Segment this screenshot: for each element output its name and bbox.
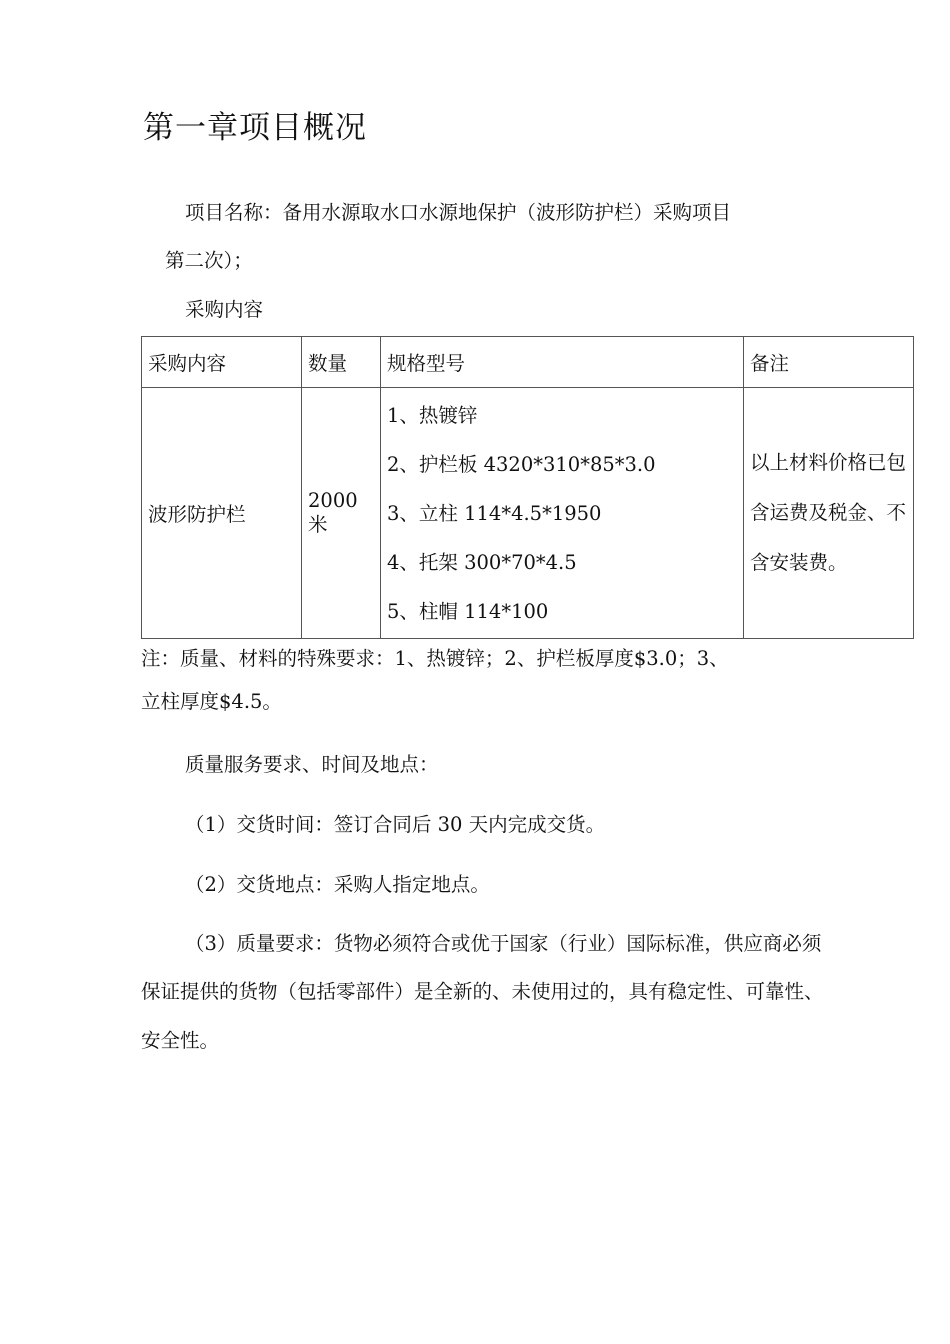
qty-value: 2000 <box>308 489 358 512</box>
note-line1: 注：质量、材料的特殊要求：1、热镀锌；2、护栏板厚度$3.0；3、 <box>141 647 729 670</box>
service-heading: 质量服务要求、时间及地点： <box>185 753 439 776</box>
requirement-quality-line3: 安全性。 <box>141 1029 220 1052</box>
spec-line: 2、护栏板 4320*310*85*3.0 <box>387 452 656 476</box>
requirement-quality-line2: 保证提供的货物（包括零部件）是全新的、未使用过的，具有稳定性、可靠性、 <box>141 980 824 1003</box>
header-spec: 规格型号 <box>381 337 744 388</box>
note-line2: 立柱厚度$4.5。 <box>141 690 282 713</box>
spec-line: 3、立柱 114*4.5*1950 <box>387 501 602 525</box>
table-header-row <box>142 337 914 388</box>
project-name-line1: 项目名称：备用水源取水口水源地保护（波形防护栏）采购项目 <box>185 201 732 224</box>
chapter-title: 第一章项目概况 <box>143 110 367 146</box>
qty-unit: 米 <box>308 513 328 536</box>
requirement-quality-line1: （3）质量要求：货物必须符合或优于国家（行业）国际标准，供应商必须 <box>185 932 822 955</box>
header-qty: 数量 <box>302 337 381 388</box>
table-row <box>142 388 914 639</box>
procurement-table <box>141 336 914 639</box>
cell-spec <box>381 388 744 639</box>
cell-item: 波形防护栏 <box>142 388 302 639</box>
requirement-delivery-time: （1）交货时间：签订合同后 30 天内完成交货。 <box>185 813 606 836</box>
section-label-procurement: 采购内容 <box>185 298 264 321</box>
cell-remark <box>744 388 914 639</box>
spec-line: 4、托架 300*70*4.5 <box>387 550 577 574</box>
project-name-line2: 第二次）； <box>165 249 253 272</box>
cell-qty <box>302 388 381 639</box>
requirement-delivery-place: （2）交货地点：采购人指定地点。 <box>185 873 490 896</box>
remark-text: 以上材料价格已包含运费及税金、不含安装费。 <box>750 451 907 574</box>
header-remark: 备注 <box>744 337 914 388</box>
header-item: 采购内容 <box>142 337 302 388</box>
spec-line: 1、热镀锌 <box>387 403 478 427</box>
spec-line: 5、柱帽 114*100 <box>387 599 549 623</box>
